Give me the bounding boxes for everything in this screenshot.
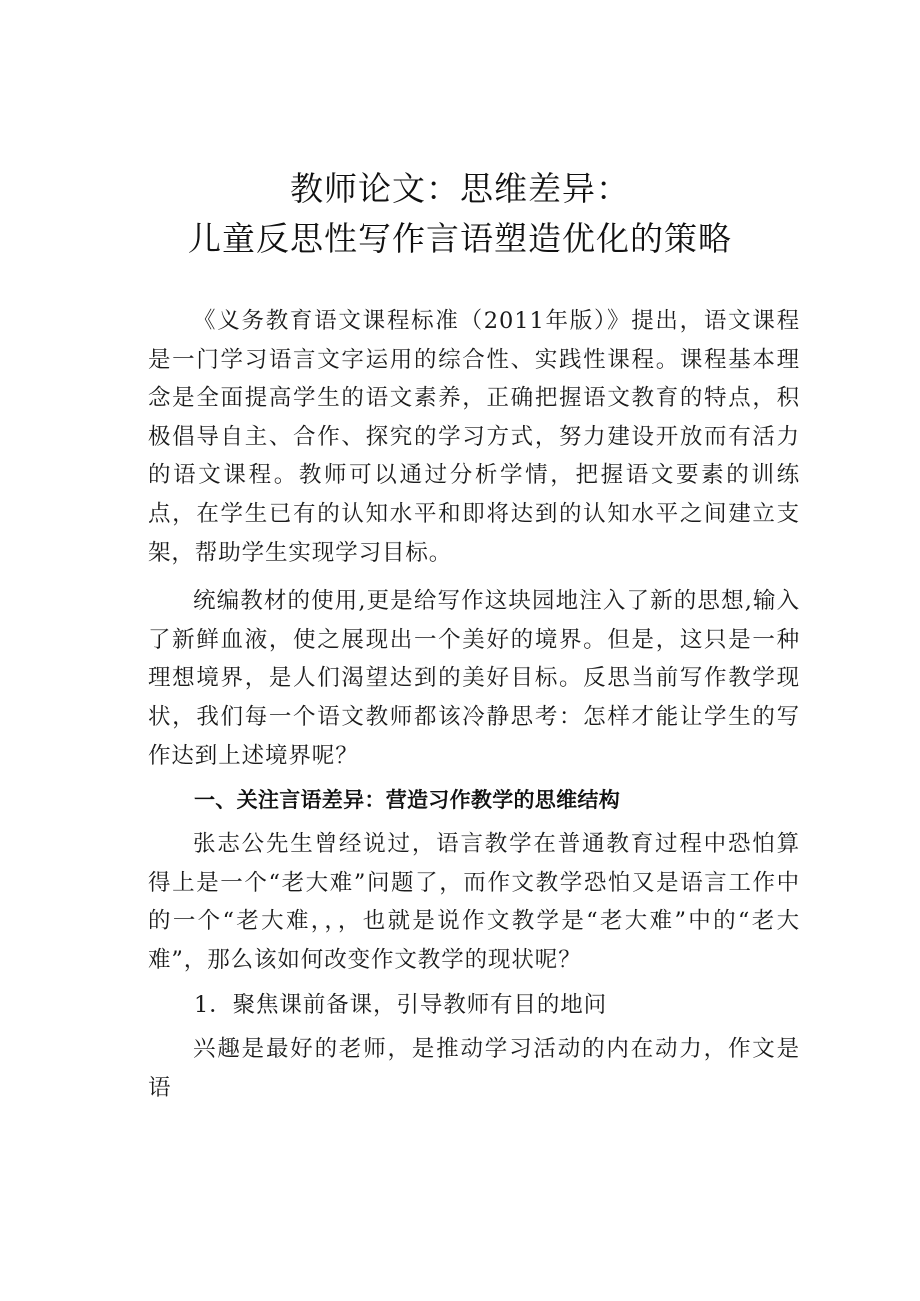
document-body [148, 302, 800, 1117]
section-heading: 一、关注言语差异：营造习作教学的思维结构 [194, 788, 620, 813]
body-paragraph-2: 统编教材的使用,更是给写作这块园地注入了新的思想,输入了新鲜血液，使之展现出一个美好的境界。但是，这只是一种理想境界，是人们渴望达到的美好目标。反思当前写作教学现状，我们每一个语文教师都该冷静思考：怎样才能让学生的写作达到上述境界呢？ [148, 588, 800, 769]
subsection-heading: 1．聚焦课前备课，引导教师有目的地问 [194, 991, 608, 1018]
section-paragraph: 张志公先生曾经说过，语言教学在普通教育过程中恐怕算得上是一个“老大难”问题了，而作文教学恐怕又是语言工作中的一个“老大难，，，也就是说作文教学是“老大难”中的“老大难”，那么该如何改变作文教学的现状呢？ [148, 831, 800, 973]
document-title-line-2: 儿童反思性写作言语塑造优化的策略 [188, 219, 732, 258]
document-title-line-1: 教师论文：思维差异： [290, 169, 630, 208]
body-paragraph-1: 《义务教育语文课程标准（2011年版）》提出，语文课程是一门学习语言文字运用的综合性、实践性课程。课程基本理念是全面提高学生的语文素养，正确把握语文教育的特点，积极倡导自主、合作、探究的学习方式，努力建设开放而有活力的语文课程。教师可以通过分析学情，把握语文要素的训练点，在学生已有的认知水平和即将达到的认知水平之间建立支架，帮助学生实现学习目标。 [148, 308, 800, 566]
last-paragraph: 兴趣是最好的老师，是推动学习活动的内在动力，作文是语 [148, 1036, 800, 1101]
